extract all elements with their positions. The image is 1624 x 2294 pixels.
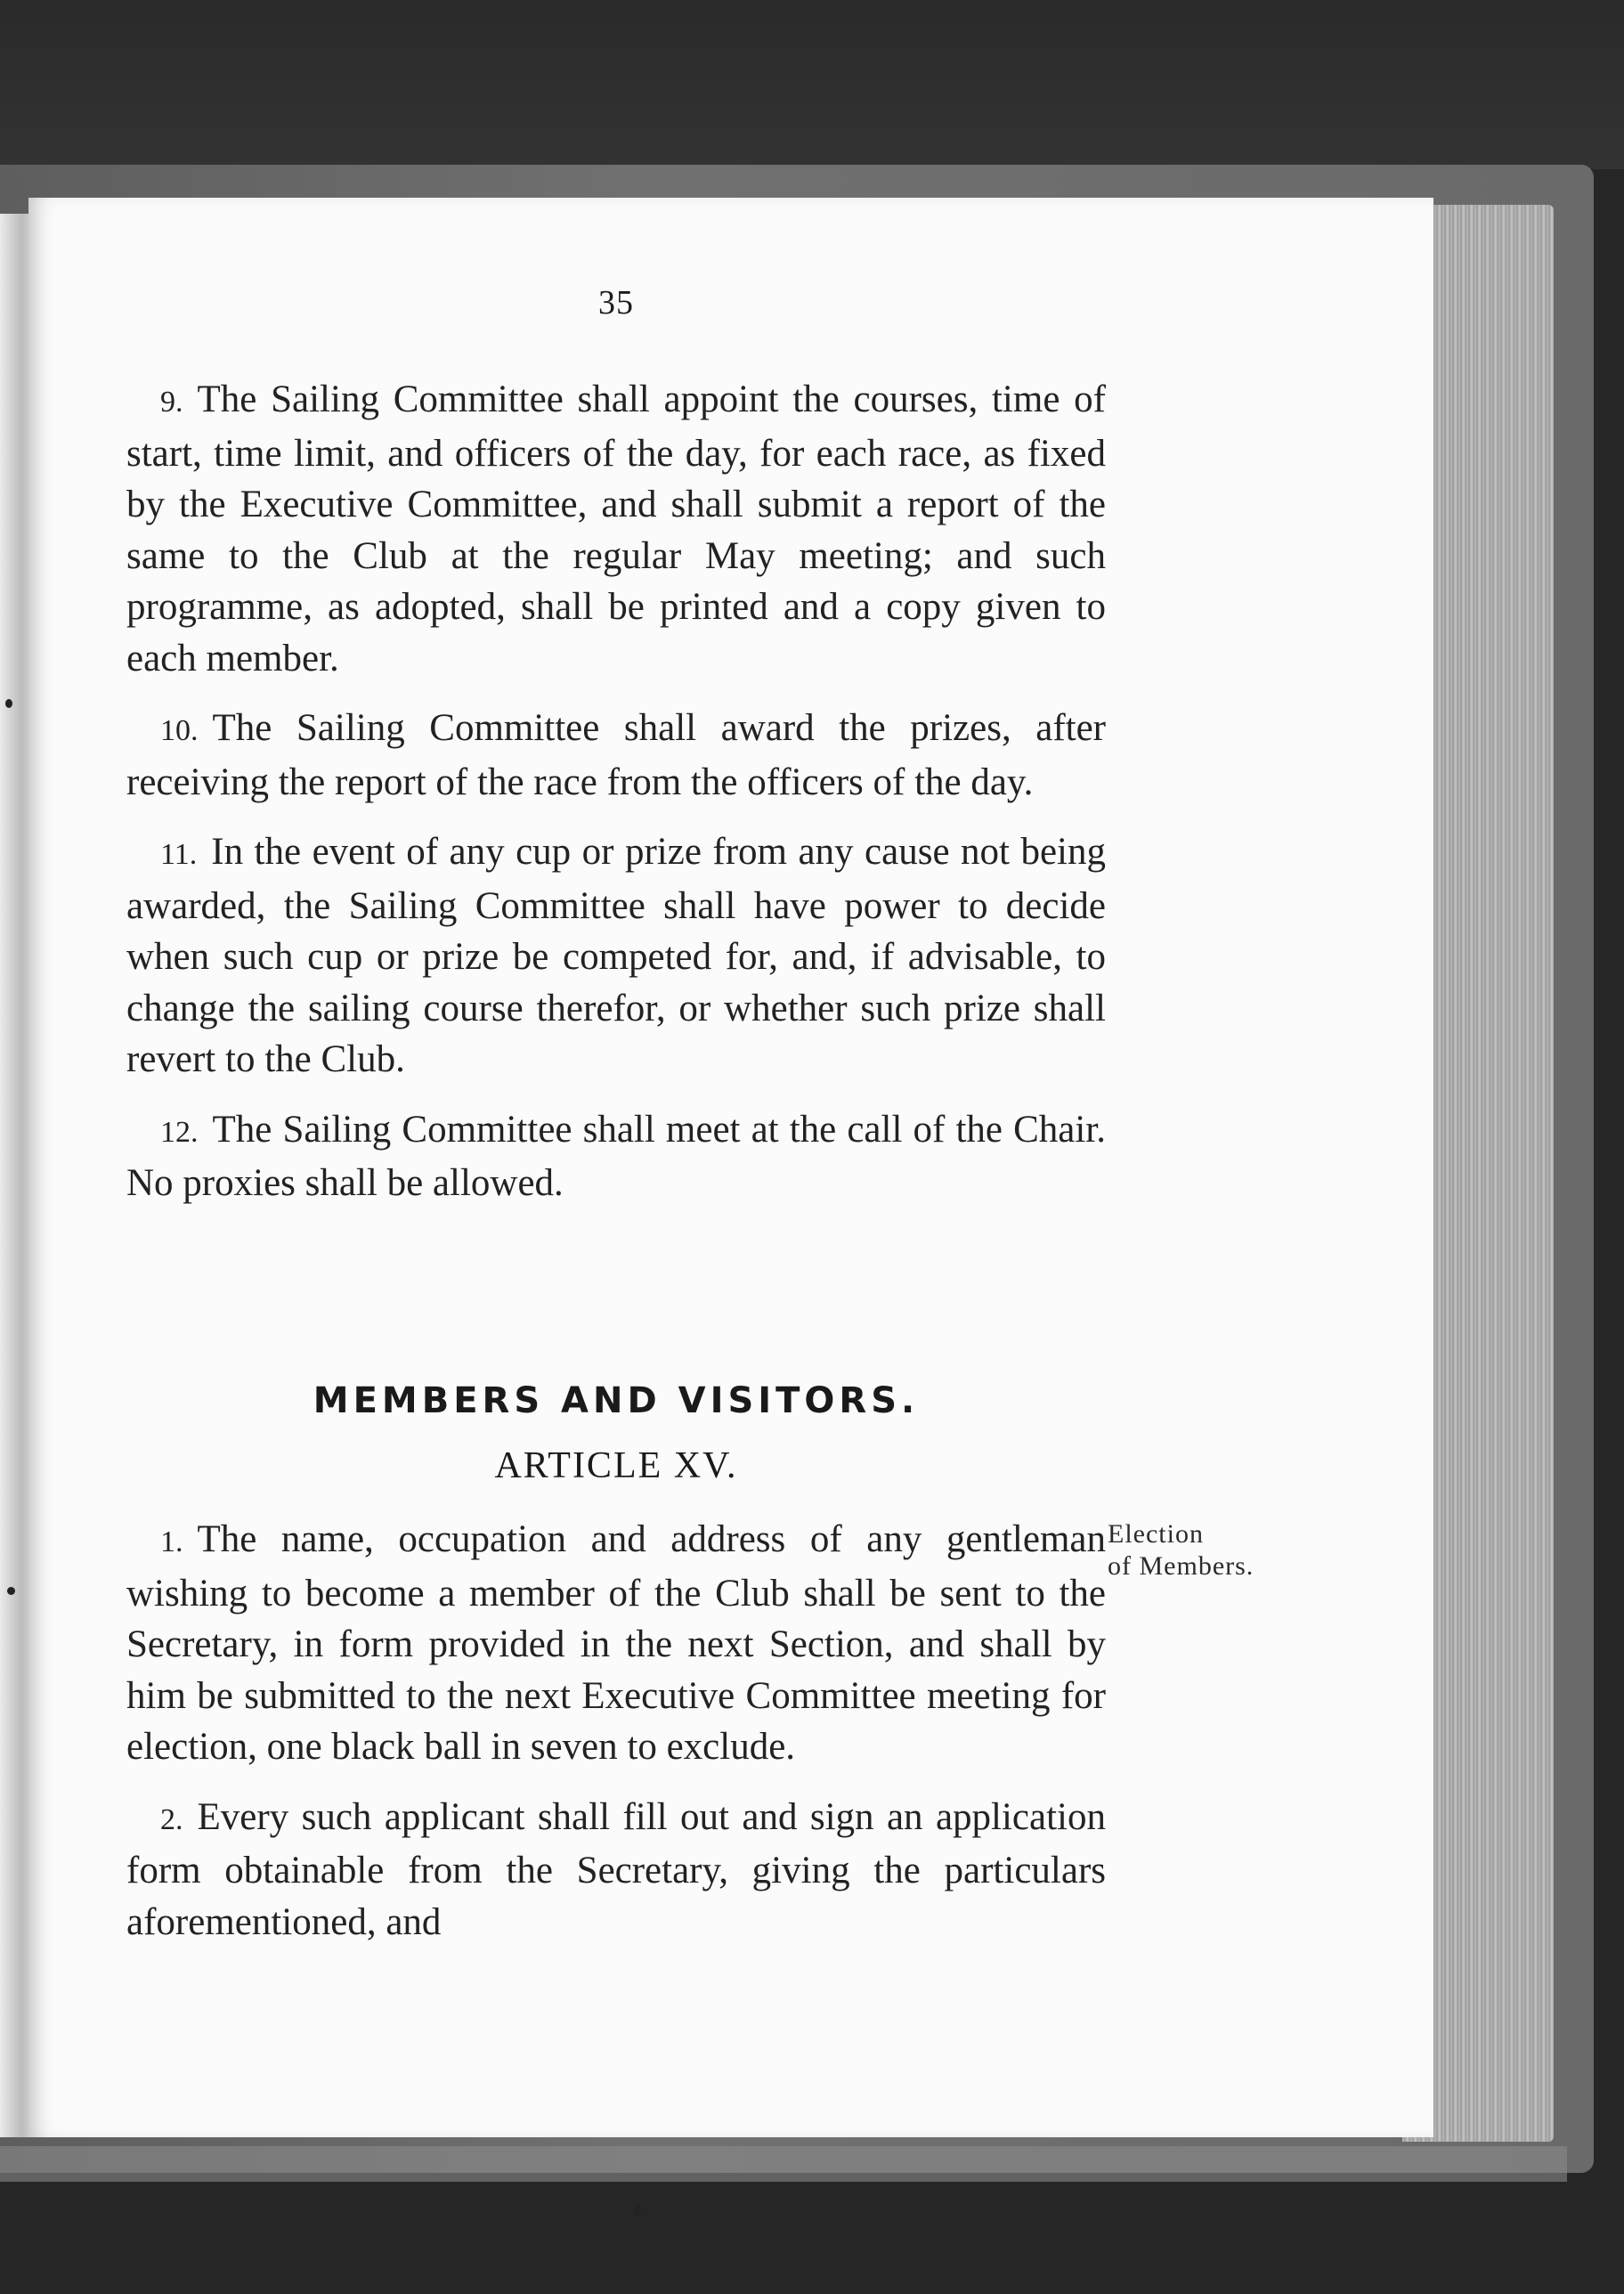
margin-note — [1108, 1518, 1321, 1582]
paragraph-text: In the event of any cup or prize from any cause not being awarded, the Sailing Committee shall have power to decide when such cup or prize be competed for, and, if advisable, to change the sailing course therefor, or whether such prize shall revert to the Club. — [126, 831, 1106, 1080]
paragraph-text: The Sailing Committee shall appoint the courses, time of start, time limit, and officers of the day, for each race, as fixed by the Executive Committee, and shall submit a report of the same to the Club at the regular May meeting; and such programme, as adopted, shall be printed and a copy given to each member. — [126, 378, 1106, 679]
section-heading: MEMBERS AND VISITORS. — [313, 1380, 920, 1421]
paragraph-number: 1. — [160, 1525, 183, 1558]
margin-note-line: of Members. — [1108, 1551, 1255, 1581]
paragraph — [126, 1792, 1106, 1948]
paragraph-text: The Sailing Committee shall award the prizes, after receiving the report of the race from the officers of the day. — [126, 707, 1106, 803]
page-number: 35 — [598, 284, 634, 321]
paragraph-text: The name, occupation and address of any gentleman wishing to become a member of the Club shall be sent to the Secretary, in form provided in the next Section, and shall by him be submitted to the next Executive Committee meeting for election, one black ball in seven to exclude. — [126, 1518, 1106, 1768]
paragraph — [126, 374, 1106, 684]
text-block-bottom — [126, 1514, 1106, 1966]
article-heading: ARTICLE XV. — [494, 1445, 738, 1486]
background-top — [0, 0, 1624, 169]
margin-speck — [5, 699, 12, 708]
margin-note-line: Election — [1108, 1519, 1204, 1549]
text-block-top — [126, 374, 1106, 1228]
paragraph — [126, 703, 1106, 808]
paragraph-number: 9. — [160, 386, 183, 419]
paragraph-number: 10. — [160, 714, 199, 747]
book-page — [28, 198, 1433, 2137]
paragraph — [126, 826, 1106, 1086]
paragraph — [126, 1514, 1106, 1773]
paragraph-number: 12. — [160, 1115, 199, 1149]
paragraph-text: Every such applicant shall fill out and sign an application form obtainable from the Secretary, giving the particulars aforementioned, and — [126, 1795, 1106, 1943]
paragraph — [126, 1104, 1106, 1209]
paragraph-text: The Sailing Committee shall meet at the call of the Chair. No proxies shall be allowed. — [126, 1108, 1106, 1204]
book-cover-edge — [0, 2146, 1567, 2182]
paragraph-number: 2. — [160, 1802, 183, 1836]
paragraph-number: 11. — [160, 838, 198, 871]
margin-speck — [7, 1587, 15, 1595]
margin-speck — [634, 2205, 641, 2216]
